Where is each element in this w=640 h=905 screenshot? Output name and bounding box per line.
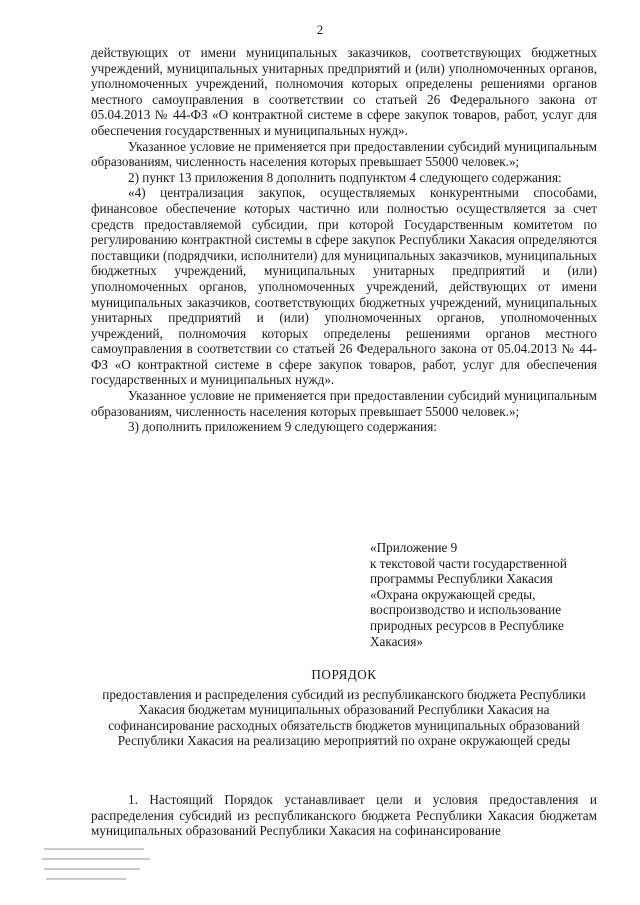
appendix-line: Хакасия» bbox=[370, 633, 424, 649]
appendix-line: «Охрана окружающей среды, bbox=[370, 586, 536, 602]
appendix-line: природных ресурсов в Республике bbox=[370, 617, 564, 633]
paragraph-item-2: 2) пункт 13 приложения 8 дополнить подпунктом 4 следующего содержания: bbox=[128, 169, 562, 185]
appendix-line: «Приложение 9 bbox=[370, 540, 458, 555]
body-text-top bbox=[91, 45, 597, 435]
paragraph-condition-2: Указанное условие не применяется при предоставлении субсидий муниципальным образованиям, численность населения которых превышает 55000 человек.»; bbox=[91, 388, 597, 419]
page-number: 2 bbox=[316, 22, 324, 37]
heading-subtitle: предоставления и распределения субсидий из республиканского бюджета Республики Хакасия бюджетам муниципальных образований Республики Хакасия на софинансирование расходных обязательств бюджетов муниципальных образований Республики Хакасия на реализацию мероприятий по охране окружающей среды bbox=[102, 686, 586, 749]
paragraph-continuation: действующих от имени муниципальных заказчиков, соответствующих бюджетных учреждений, муниципальных унитарных предприятий и (или) уполномоченных органов, уполномоченных учреждений, полномочия которых определены решениями органов местного самоуправления в соответствии со статьей 26 Федерального закона от 05.04.2013 № 44-ФЗ «О контрактной системе в сфере закупок товаров, работ, услуг для обеспечения государственных и муниципальных нужд». bbox=[91, 45, 597, 138]
section-heading bbox=[91, 667, 597, 749]
body-text-bottom bbox=[91, 792, 597, 839]
appendix-reference bbox=[370, 540, 610, 649]
appendix-line: программы Республики Хакасия bbox=[370, 571, 553, 587]
paragraph-item-3: 3) дополнить приложением 9 следующего содержания: bbox=[128, 419, 437, 435]
paragraph-condition-1: Указанное условие не применяется при предоставлении субсидий муниципальным образованиям, численность населения которых превышает 55000 человек.»; bbox=[91, 138, 597, 170]
appendix-line: воспроизводство и использование bbox=[370, 602, 562, 618]
paragraph-1: 1. Настоящий Порядок устанавливает цели и условия предоставления и распределения субсидий из республиканского бюджета Республики Хакасия бюджетам муниципальных образований Республики Хакасия на софинансирование bbox=[91, 792, 597, 839]
faded-stamp bbox=[40, 840, 155, 895]
appendix-line: к текстовой части государственной bbox=[370, 555, 567, 571]
paragraph-subitem-4: «4) централизация закупок, осуществляемых конкурентными способами, финансовое обеспечение которых частично или полностью осуществляется за счет средств предоставляемой субсидии, при которой Государственным комитетом по регулированию контрактной системы в сфере закупок Республики Хакасия определяются поставщики (подрядчики, исполнители) для муниципальных заказчиков, муниципальных бюджетных учреждений, муниципальных унитарных предприятий и (или) уполномоченных органов, уполномоченных учреждений, действующих от имени муниципальных заказчиков, соответствующих бюджетных учреждений, муниципальных унитарных предприятий и (или) уполномоченных органов, уполномоченных учреждений, полномочия которых определены решениями органов местного самоуправления в соответствии со статьей 26 Федерального закона от 05.04.2013 № 44-ФЗ «О контрактной системе в сфере закупок товаров, работ, услуг для обеспечения государственных и муниципальных нужд». bbox=[91, 185, 597, 388]
heading-title: ПОРЯДОК bbox=[311, 667, 377, 682]
